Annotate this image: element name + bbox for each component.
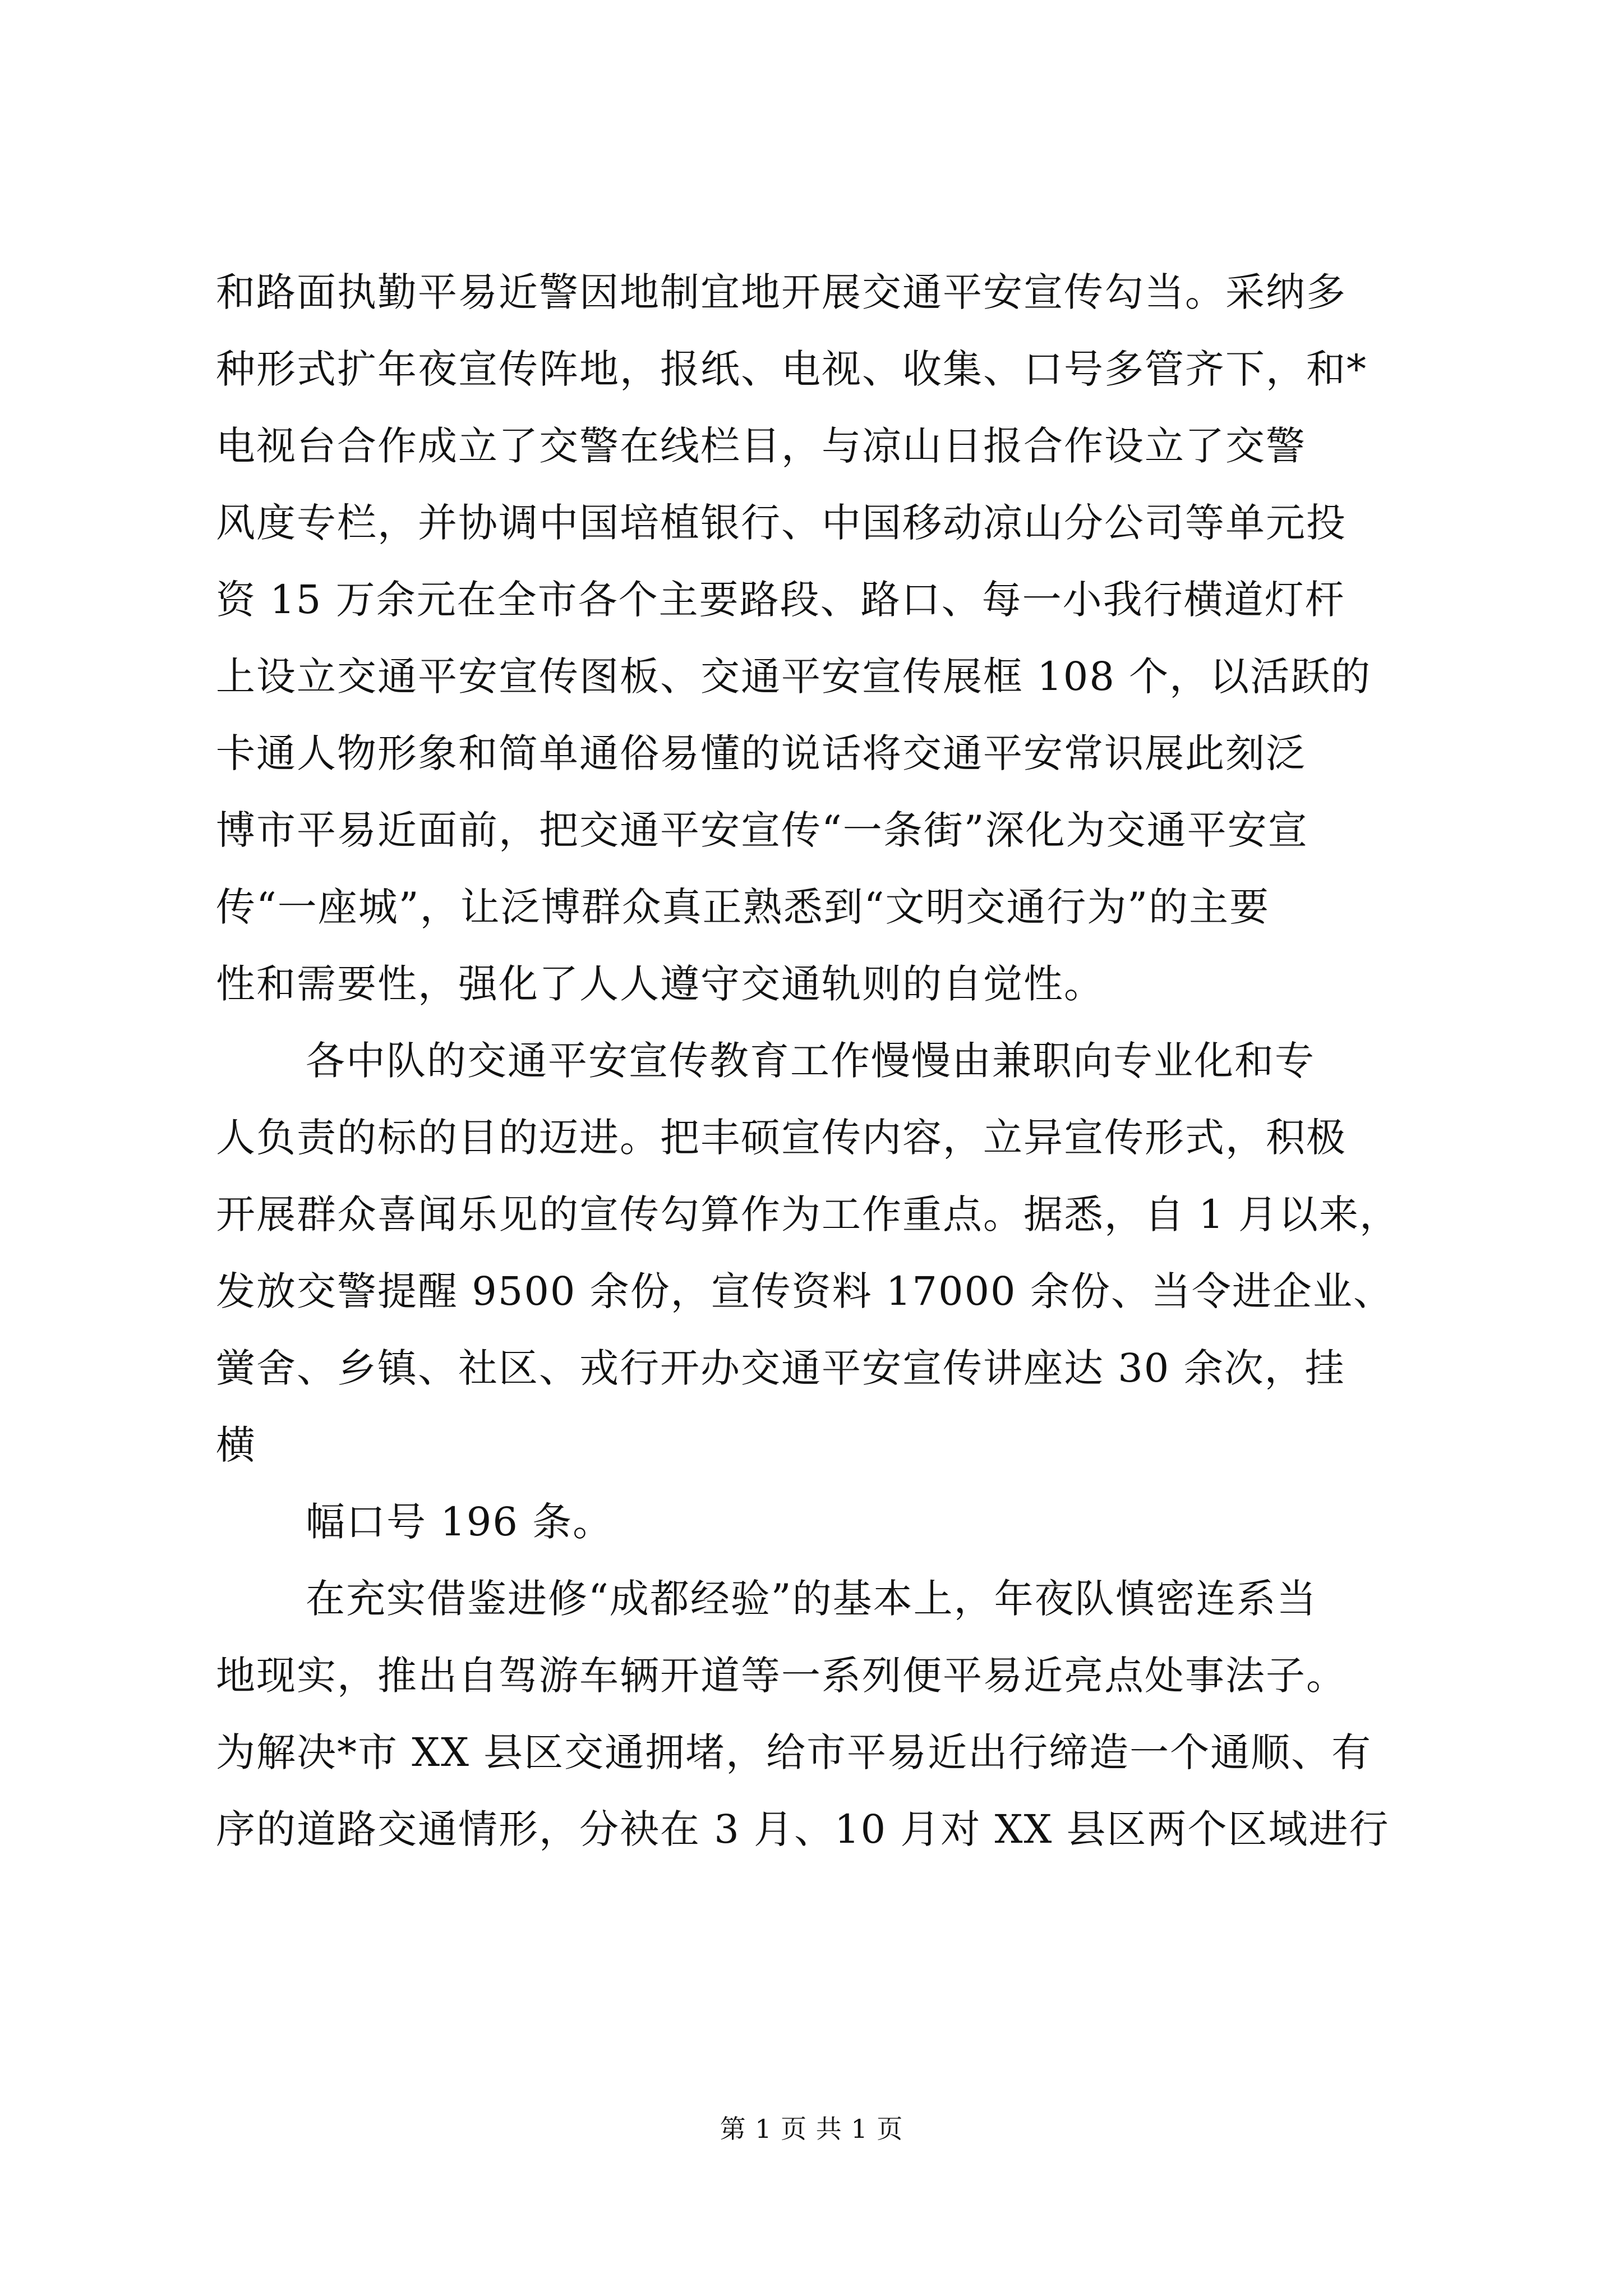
text-line: 地现实，推出自驾游车辆开道等一系列便平易近亮点处事法子。 <box>216 1653 1347 1699</box>
text-line: 黉舍、乡镇、社区、戎行开办交通平安宣传讲座达 30 余次，挂 <box>216 1345 1345 1391</box>
text-line: 发放交警提醒 9500 余份，宣传资料 17000 余份、当令进企业、 <box>216 1268 1394 1314</box>
text-line: 横 <box>216 1422 256 1468</box>
text-line: 和路面执勤平易近警因地制宜地开展交通平安宣传勾当。采纳多 <box>216 269 1347 315</box>
text-line: 传“一座城”，让泛博群众真正熟悉到“文明交通行为”的主要 <box>216 884 1270 930</box>
text-line: 种形式扩年夜宣传阵地，报纸、电视、收集、口号多管齐下，和* <box>216 346 1367 392</box>
text-line: 人负责的标的目的迈进。把丰硕宣传内容，立异宣传形式，积极 <box>216 1115 1347 1161</box>
text-line: 性和需要性，强化了人人遵守交通轨则的自觉性。 <box>216 961 1104 1007</box>
text-line: 博市平易近面前，把交通平安宣传“一条街”深化为交通平安宣 <box>216 807 1308 853</box>
text-line: 各中队的交通平安宣传教育工作慢慢由兼职向专业化和专 <box>306 1038 1315 1084</box>
text-line: 幅口号 196 条。 <box>306 1499 614 1545</box>
text-line: 为解决*市 XX 县区交通拥堵，给市平易近出行缔造一个通顺、有 <box>216 1729 1372 1775</box>
page-footer: 第 1 页 共 1 页 <box>720 2114 903 2144</box>
text-line: 开展群众喜闻乐见的宣传勾算作为工作重点。据悉，自 1 月以来， <box>216 1191 1400 1237</box>
text-line: 电视台合作成立了交警在线栏目，与凉山日报合作设立了交警 <box>216 423 1306 469</box>
text-line: 在充实借鉴进修“成都经验”的基本上，年夜队慎密连系当 <box>306 1576 1317 1622</box>
text-line: 风度专栏，并协调中国培植银行、中国移动凉山分公司等单元投 <box>216 500 1347 546</box>
text-line: 上设立交通平安宣传图板、交通平安宣传展框 108 个，以活跃的 <box>216 654 1372 700</box>
text-line: 卡通人物形象和简单通俗易懂的说话将交通平安常识展此刻泛 <box>216 730 1306 776</box>
text-line: 资 15 万余元在全市各个主要路段、路口、每一小我行横道灯杆 <box>216 577 1345 623</box>
text-line: 序的道路交通情形，分袂在 3 月、10 月对 XX 县区两个区域进行 <box>216 1806 1390 1852</box>
